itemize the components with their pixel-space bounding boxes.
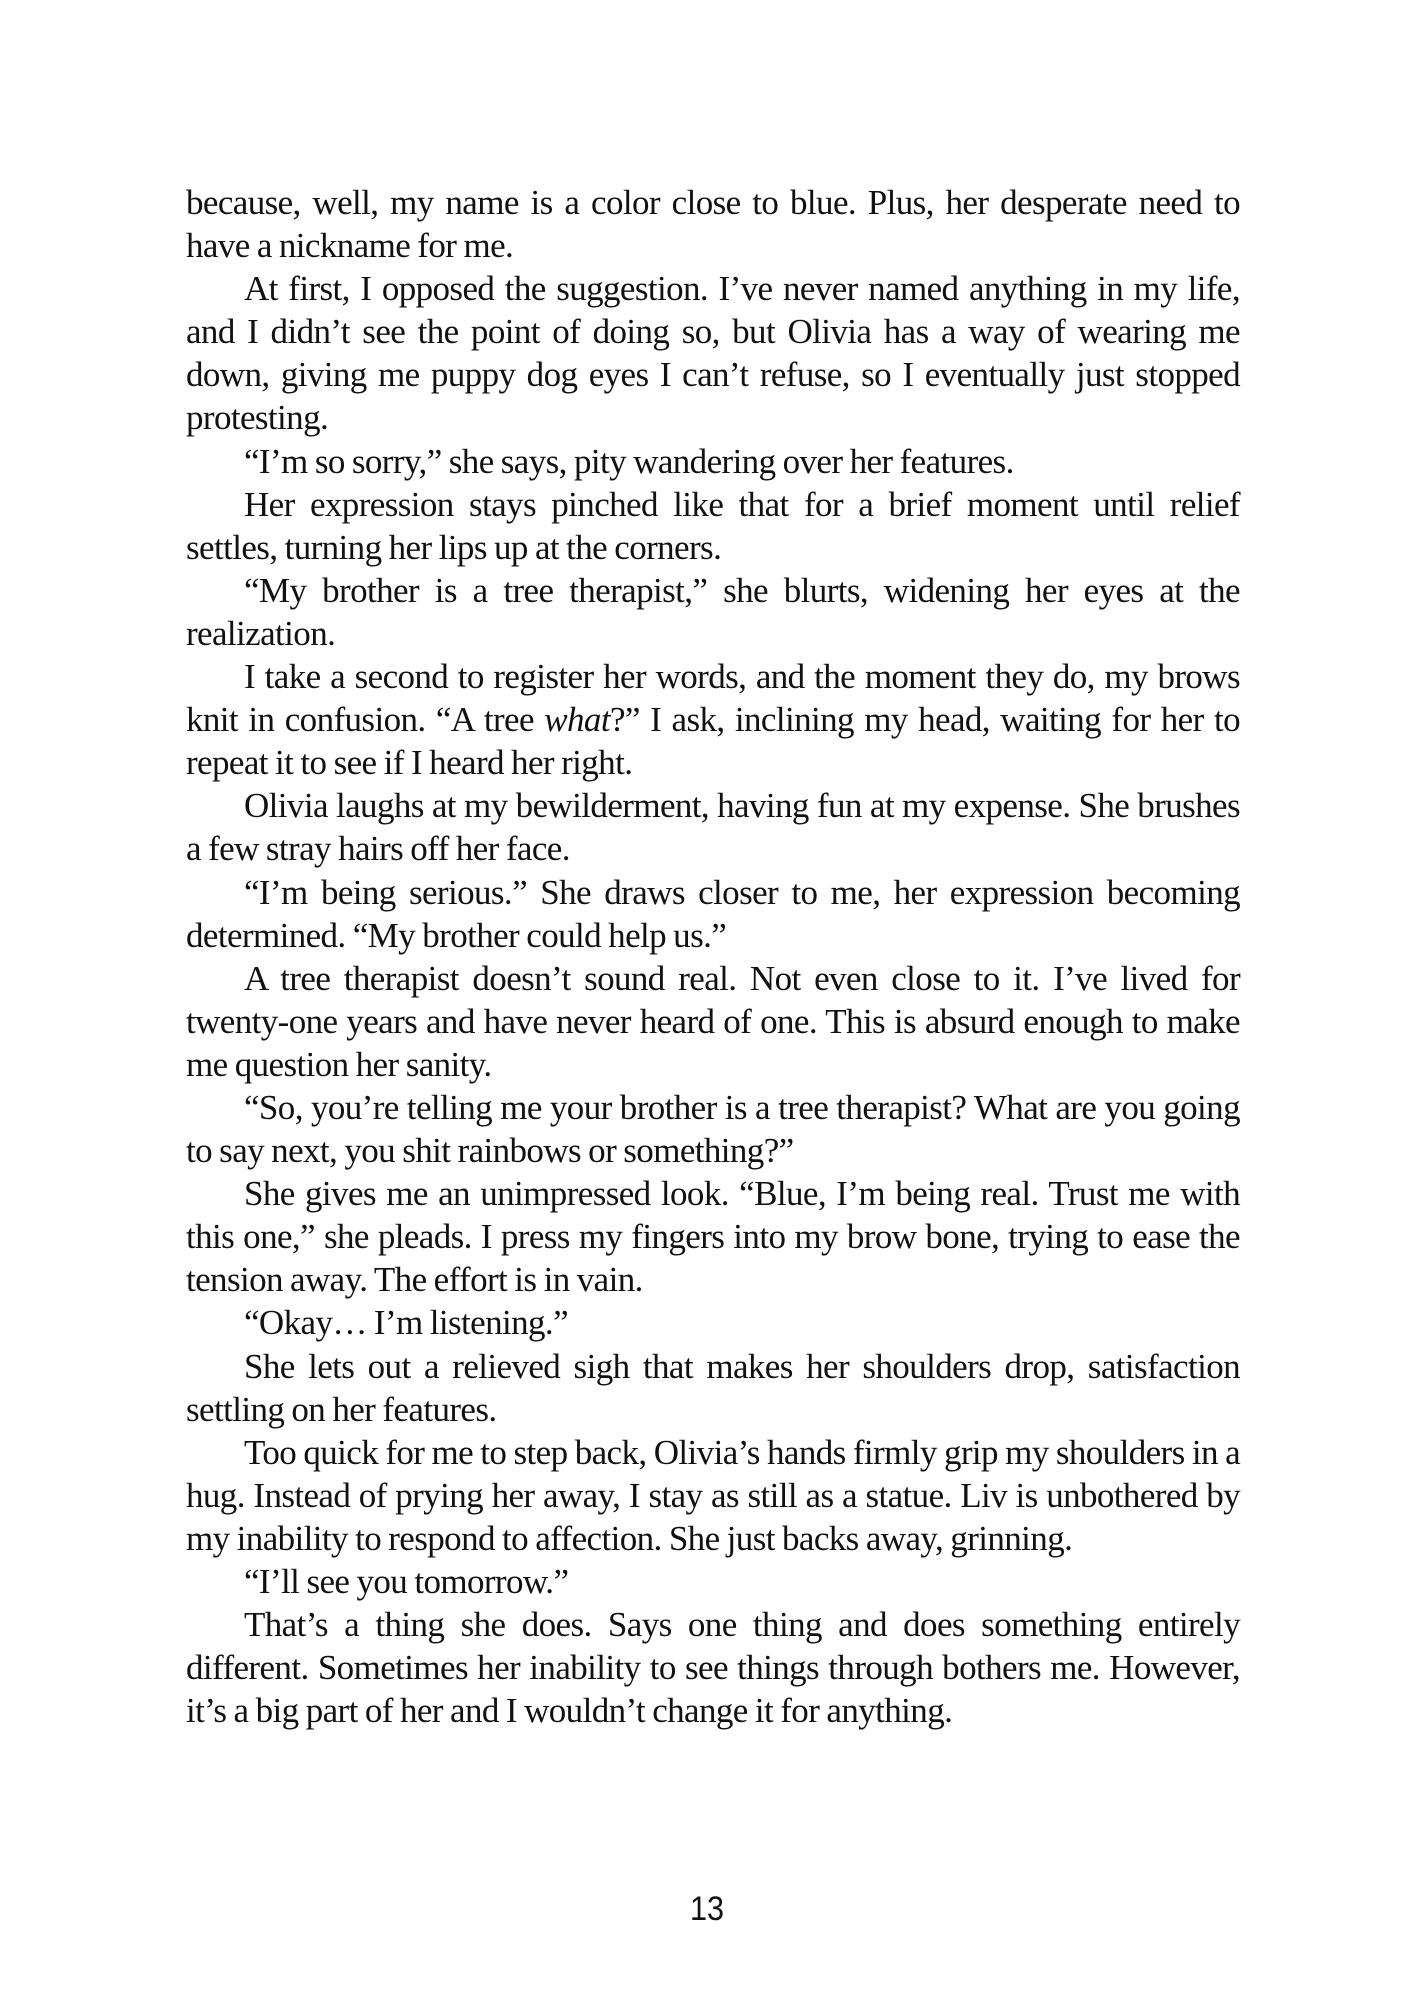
paragraph: because, well, my name is a color close to blue. Plus, her desperate need to have a nickname for me. bbox=[186, 183, 1240, 266]
paragraph: “I’m so sorry,” she says, pity wandering over her features. bbox=[244, 441, 1014, 481]
paragraph: That’s a thing she does. Says one thing and does something entirely different. Sometimes her inability to see things through bothers me. However, it’s a big part of her and I wouldn’t change it for anything. bbox=[186, 1605, 1240, 1731]
paragraph: She lets out a relieved sigh that makes her shoulders drop, satisfaction settling on her features. bbox=[186, 1346, 1240, 1429]
body-text bbox=[186, 181, 1240, 1732]
paragraph: “Okay… I’m listening.” bbox=[244, 1303, 569, 1343]
italic-emphasis: what bbox=[544, 700, 610, 740]
paragraph: A tree therapist doesn’t sound real. Not even close to it. I’ve lived for twenty-one years and have never heard of one. This is absurd enough to make me question her sanity. bbox=[186, 958, 1240, 1084]
paragraph: “My brother is a tree therapist,” she blurts, widening her eyes at the realization. bbox=[186, 570, 1240, 653]
paragraph: Her expression stays pinched like that for a brief moment until relief settles, turning her lips up at the corners. bbox=[186, 484, 1240, 567]
paragraph: Olivia laughs at my bewilderment, having fun at my expense. She brushes a few stray hairs off her face. bbox=[186, 786, 1240, 869]
paragraph: At first, I opposed the suggestion. I’ve never named anything in my life, and I didn’t see the point of doing so, but Olivia has a way of wearing me down, giving me puppy dog eyes I can’t refuse, so I eventually just stopped protesting. bbox=[186, 269, 1240, 438]
paragraph: “I’m being serious.” She draws closer to me, her expression becoming determined. “My brother could help us.” bbox=[186, 872, 1240, 955]
text-run: I take a second to register her words, and the moment they do, my brows knit in confusion. “A tree bbox=[186, 657, 1240, 740]
paragraph: She gives me an unimpressed look. “Blue, I’m being real. Trust me with this one,” she pleads. I press my fingers into my brow bone, trying to ease the tension away. The effort is in vain. bbox=[186, 1174, 1240, 1300]
paragraph: Too quick for me to step back, Olivia’s hands firmly grip my shoulders in a hug. Instead of prying her away, I stay as still as a statue. Liv is unbothered by my inability to respond to affection. She just backs away, grinning. bbox=[186, 1432, 1240, 1558]
text-run: ?” I ask, inclining my head, waiting for her to repeat it to see if I heard her right. bbox=[186, 700, 1240, 783]
page-number: 13 bbox=[689, 1890, 725, 1928]
paragraph bbox=[186, 655, 1240, 784]
paragraph: “So, you’re telling me your brother is a tree therapist? What are you going to say next, you shit rainbows or something?” bbox=[186, 1087, 1240, 1171]
paragraph: “I’ll see you tomorrow.” bbox=[244, 1562, 569, 1601]
